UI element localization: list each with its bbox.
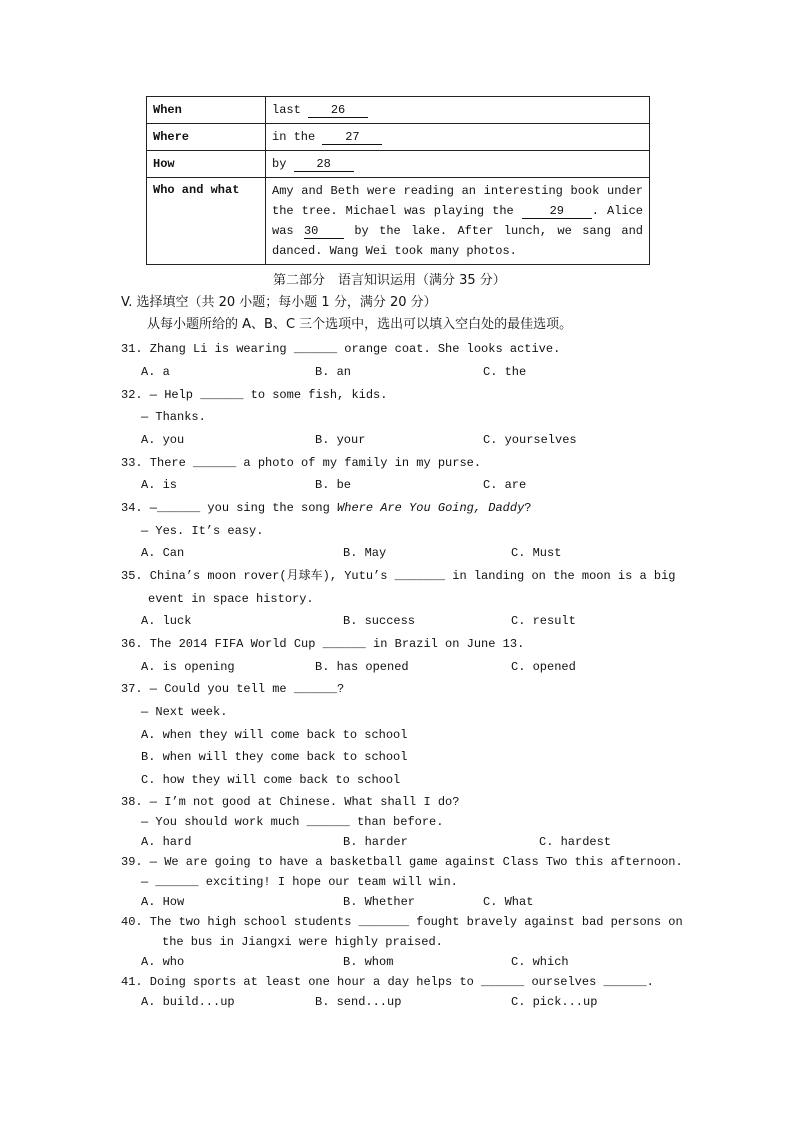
table-row xyxy=(147,97,650,124)
option-b: B. Whether xyxy=(343,895,416,909)
option-b: B. success xyxy=(343,614,416,628)
question-34-reply: — Yes. It’s easy. xyxy=(141,524,264,538)
option-c: C. What xyxy=(483,895,534,909)
question-35-cont: event in space history. xyxy=(148,592,314,606)
question-33: 33. There ______ a photo of my family in my purse. xyxy=(121,456,482,470)
who-text-3: by the lake. After lunch, we sang and danced. Wang Wei took many photos. xyxy=(272,224,643,258)
row-key: Where xyxy=(147,124,266,151)
question-34-text: 34. —______ you sing the song xyxy=(121,501,338,515)
song-title: Where Are You Going, Daddy xyxy=(337,501,525,515)
row-key: When xyxy=(147,97,266,124)
blank-28: 28 xyxy=(294,158,354,172)
blank-27: 27 xyxy=(322,131,382,145)
option-b: B. an xyxy=(315,365,352,379)
who-text-2: . Alice was xyxy=(272,204,643,238)
option-c: C. yourselves xyxy=(483,433,577,447)
option-c: C. Must xyxy=(511,546,562,560)
question-31: 31. Zhang Li is wearing ______ orange coat. She looks active. xyxy=(121,342,561,356)
question-37: 37. — Could you tell me ______? xyxy=(121,682,345,696)
question-37-reply: — Next week. xyxy=(141,705,228,719)
option-a: A. you xyxy=(141,433,185,447)
question-41: 41. Doing sports at least one hour a day helps to ______ ourselves ______. xyxy=(121,975,654,989)
question-38-reply: — You should work much ______ than before. xyxy=(141,815,444,829)
question-36: 36. The 2014 FIFA World Cup ______ in Brazil on June 13. xyxy=(121,637,525,651)
question-34 xyxy=(121,501,531,515)
option-a: A. when they will come back to school xyxy=(141,728,408,742)
option-a: A. is opening xyxy=(141,660,235,674)
who-text-1: Amy and Beth were reading an interesting book under the tree. Michael was playing the xyxy=(272,184,643,218)
option-b: B. when will they come back to school xyxy=(141,750,408,764)
info-table xyxy=(146,96,650,265)
option-c: C. which xyxy=(511,955,569,969)
section-heading: V. 选择填空（共 20 小题；每小题 1 分，满分 20 分） xyxy=(121,295,437,310)
option-a: A. Can xyxy=(141,546,185,560)
row-prefix: by xyxy=(272,156,294,171)
row-value xyxy=(266,178,650,265)
table-row xyxy=(147,124,650,151)
question-39: 39. — We are going to have a basketball game against Class Two this afternoon. xyxy=(121,855,683,869)
table-row xyxy=(147,178,650,265)
row-prefix: in the xyxy=(272,129,323,144)
row-prefix: last xyxy=(272,102,309,117)
option-c: C. hardest xyxy=(539,835,612,849)
row-value xyxy=(266,151,650,178)
option-b: B. May xyxy=(343,546,387,560)
option-b: B. your xyxy=(315,433,366,447)
option-b: B. be xyxy=(315,478,352,492)
option-a: A. hard xyxy=(141,835,192,849)
option-a: A. luck xyxy=(141,614,192,628)
question-32-reply: — Thanks. xyxy=(141,410,206,424)
part-title: 第二部分 语言知识运用（满分 35 分） xyxy=(273,273,506,288)
question-34-end: ? xyxy=(524,501,532,515)
option-b: B. whom xyxy=(343,955,394,969)
row-key: Who and what xyxy=(147,178,266,265)
option-a: A. who xyxy=(141,955,185,969)
row-value xyxy=(266,124,650,151)
question-39-reply: — ______ exciting! I hope our team will win. xyxy=(141,875,458,889)
option-b: B. has opened xyxy=(315,660,409,674)
option-a: A. a xyxy=(141,365,170,379)
blank-29: 29 xyxy=(522,205,592,219)
question-35: 35. China’s moon rover(月球车), Yutu’s _______ in landing on the moon is a big xyxy=(121,569,676,583)
option-c: C. result xyxy=(511,614,576,628)
row-value xyxy=(266,97,650,124)
option-c: C. opened xyxy=(511,660,576,674)
table-row xyxy=(147,151,650,178)
blank-26: 26 xyxy=(308,104,368,118)
question-40-cont: the bus in Jiangxi were highly praised. xyxy=(162,935,443,949)
question-40: 40. The two high school students _______ fought bravely against bad persons on xyxy=(121,915,683,929)
row-key: How xyxy=(147,151,266,178)
option-b: B. send...up xyxy=(315,995,402,1009)
option-c: C. are xyxy=(483,478,527,492)
option-c: C. the xyxy=(483,365,527,379)
option-c: C. pick...up xyxy=(511,995,598,1009)
blank-30: 30 xyxy=(304,225,344,239)
question-32: 32. — Help ______ to some fish, kids. xyxy=(121,388,388,402)
option-b: B. harder xyxy=(343,835,408,849)
option-c: C. how they will come back to school xyxy=(141,773,401,787)
section-instruction: 从每小题所给的 A、B、C 三个选项中，选出可以填入空白处的最佳选项。 xyxy=(147,317,573,332)
option-a: A. build...up xyxy=(141,995,235,1009)
question-38: 38. — I’m not good at Chinese. What shall I do? xyxy=(121,795,460,809)
option-a: A. is xyxy=(141,478,178,492)
option-a: A. How xyxy=(141,895,185,909)
